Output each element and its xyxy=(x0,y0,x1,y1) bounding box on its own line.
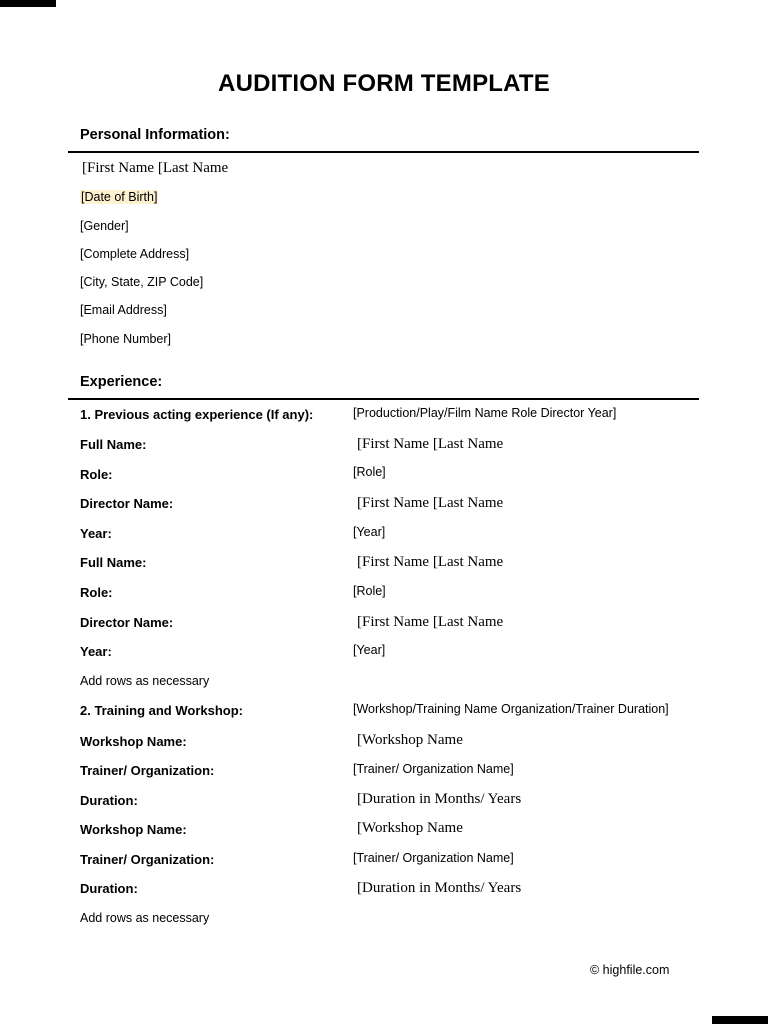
year-field[interactable]: [Year] xyxy=(353,643,386,657)
workshop-name-field[interactable]: [Workshop Name xyxy=(357,820,463,836)
director-name-label: Director Name: xyxy=(80,496,174,511)
full-name-field[interactable]: [First Name [Last Name xyxy=(357,436,504,452)
duration-label: Duration: xyxy=(80,881,138,896)
trainer-organization-field[interactable]: [Trainer/ Organization Name] xyxy=(353,851,514,865)
director-name-field[interactable]: [First Name [Last Name xyxy=(357,614,504,630)
training-workshop-label: 2. Training and Workshop: xyxy=(80,703,243,718)
section-divider xyxy=(68,398,699,400)
previous-experience-label: 1. Previous acting experience (If any): xyxy=(80,407,314,422)
personal-info-heading: Personal Information: xyxy=(80,127,230,143)
director-name-field[interactable]: [First Name [Last Name xyxy=(357,495,504,511)
corner-mark-bottom xyxy=(712,1016,768,1024)
add-rows-note: Add rows as necessary xyxy=(80,674,210,688)
role-field[interactable]: [Role] xyxy=(353,465,386,479)
duration-field[interactable]: [Duration in Months/ Years xyxy=(357,791,522,807)
full-name-label: Full Name: xyxy=(80,437,147,452)
gender-field[interactable]: [Gender] xyxy=(80,219,129,233)
year-label: Year: xyxy=(80,526,112,541)
trainer-organization-field[interactable]: [Trainer/ Organization Name] xyxy=(353,762,514,776)
full-name-field[interactable]: [First Name [Last Name xyxy=(357,554,504,570)
personal-name-field[interactable]: [First Name [Last Name xyxy=(82,160,229,176)
add-rows-note: Add rows as necessary xyxy=(80,911,210,925)
email-field[interactable]: [Email Address] xyxy=(80,303,167,317)
year-field[interactable]: [Year] xyxy=(353,525,386,539)
footer-copyright[interactable]: © highfile.com xyxy=(590,963,670,977)
section-divider xyxy=(68,151,699,153)
trainer-organization-label: Trainer/ Organization: xyxy=(80,852,215,867)
experience-heading: Experience: xyxy=(80,374,163,390)
director-name-label: Director Name: xyxy=(80,615,174,630)
duration-field[interactable]: [Duration in Months/ Years xyxy=(357,880,522,896)
role-field[interactable]: [Role] xyxy=(353,584,386,598)
role-label: Role: xyxy=(80,467,113,482)
dob-highlight: [Date of Birth] xyxy=(81,190,158,204)
duration-label: Duration: xyxy=(80,793,138,808)
year-label: Year: xyxy=(80,644,112,659)
previous-experience-hint: [Production/Play/Film Name Role Director Year] xyxy=(353,406,617,420)
page-title: AUDITION FORM TEMPLATE xyxy=(218,70,550,97)
workshop-name-label: Workshop Name: xyxy=(80,734,187,749)
role-label: Role: xyxy=(80,585,113,600)
corner-mark-top xyxy=(0,0,56,7)
city-state-zip-field[interactable]: [City, State, ZIP Code] xyxy=(80,275,204,289)
address-field[interactable]: [Complete Address] xyxy=(80,247,190,261)
dob-field[interactable] xyxy=(80,190,158,204)
phone-field[interactable]: [Phone Number] xyxy=(80,332,172,346)
full-name-label: Full Name: xyxy=(80,555,147,570)
trainer-organization-label: Trainer/ Organization: xyxy=(80,763,215,778)
workshop-name-label: Workshop Name: xyxy=(80,822,187,837)
training-workshop-hint: [Workshop/Training Name Organization/Trainer Duration] xyxy=(353,702,669,716)
workshop-name-field[interactable]: [Workshop Name xyxy=(357,732,463,748)
